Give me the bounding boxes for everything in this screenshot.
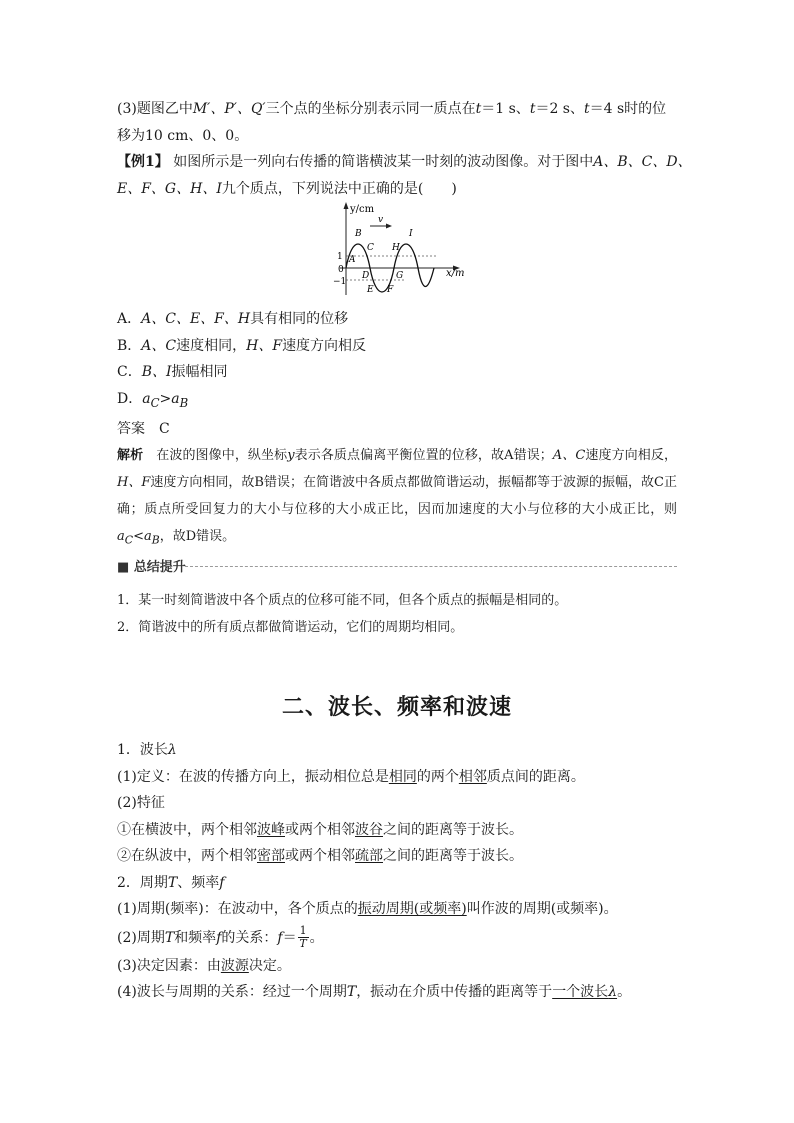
points-label: H、F <box>117 475 151 491</box>
option-c[interactable] <box>117 359 677 386</box>
example-line2 <box>117 176 677 203</box>
var-a: a <box>171 390 180 407</box>
relation-line <box>117 923 717 953</box>
var-t: t <box>584 101 590 117</box>
y-axis-label: y/cm <box>350 204 375 215</box>
points-label: A、C、E、F、H <box>141 311 251 327</box>
text: 之间的距离等于波长。 <box>383 821 523 838</box>
point-b: B <box>355 229 362 239</box>
option-a[interactable] <box>117 306 677 333</box>
var-y: y <box>287 448 295 464</box>
feature-longitudinal <box>117 843 717 870</box>
key-term: 波源 <box>220 957 249 974</box>
text: (3)决定因素：由 <box>117 957 221 974</box>
text: 、频率 <box>177 874 220 891</box>
text: 振幅相同 <box>171 364 228 380</box>
key-term: 相邻 <box>458 768 487 785</box>
summary-item: 1．某一时刻简谐波中各个质点的位移可能不同，但各个质点的振幅是相同的。 <box>117 593 568 608</box>
wavelength-heading <box>117 737 717 764</box>
text: 或两个相邻 <box>285 821 355 838</box>
option-letter: B． <box>117 337 142 354</box>
key-term: 振动周期(或频率) <box>357 901 467 917</box>
text: 和频率 <box>174 929 217 946</box>
text: 在波的图像中，纵坐标 <box>156 448 288 464</box>
text: 速度相同， <box>176 337 247 354</box>
subscript: B <box>179 395 189 410</box>
operator: < <box>133 529 144 545</box>
feature-transverse <box>117 817 717 844</box>
option-d[interactable] <box>117 386 677 416</box>
key-term <box>552 984 617 1000</box>
text: 速度方向相反， <box>585 448 677 464</box>
text: 速度方向相同，故B错误；在简谐波中各质点都做简谐运动，振幅都等于波源的振幅，故C正确；质点所受回复力的大小与位移的大小成正比，因而加速度的大小与位移的大小成正比，则 <box>117 475 677 518</box>
summary-title: ■ 总结提升 <box>117 560 186 575</box>
text: 。 <box>309 929 324 946</box>
text: 叫作波的周期(或频率)。 <box>466 901 618 917</box>
text: 三个点的坐标分别表示同一质点在 <box>265 101 476 117</box>
points-label: A、B、C、D、 <box>593 154 692 170</box>
operator: ＝ <box>282 929 297 946</box>
subscript: C <box>150 395 160 410</box>
point-h: H <box>392 243 400 253</box>
subscript: B <box>151 533 160 547</box>
wavelength-period-line <box>117 979 717 1006</box>
text: 如图所示是一列向右传播的简谐横波某一时刻的波动图像。对于图中 <box>173 154 594 170</box>
var-t: T <box>167 874 178 891</box>
text: 或两个相邻 <box>285 848 355 864</box>
example-line1 <box>117 149 692 176</box>
var-a: a <box>142 390 151 407</box>
points-label: H、F <box>246 337 283 354</box>
analysis-paragraph <box>117 442 677 554</box>
tick-minus-one: −1 <box>333 277 347 287</box>
points-label: A、C <box>552 448 586 464</box>
text: 一个波长 <box>552 984 609 1000</box>
summary-item: 2．简谐波中的所有质点都做简谐运动，它们的周期均相同。 <box>117 619 464 635</box>
point-f: F <box>387 285 394 295</box>
key-term: 波峰 <box>257 821 285 838</box>
analysis-label: 解析 <box>117 448 144 464</box>
point-a: A <box>349 255 356 265</box>
points-label: E、F、G、H、I <box>117 180 222 197</box>
text: 表示各质点偏离平衡位置的位移，故A错误； <box>294 448 553 464</box>
option-b[interactable] <box>117 333 677 360</box>
tick-zero: 0 <box>338 265 344 275</box>
var-t: T <box>346 984 357 1000</box>
part1-line2: 移为10 cm、0、0。 <box>117 127 249 144</box>
operator: > <box>159 390 172 407</box>
var-a: a <box>143 529 152 545</box>
options-and-analysis <box>117 306 677 554</box>
text: ＝1 s、 <box>481 101 530 117</box>
text: 具有相同的位移 <box>250 311 349 327</box>
definition-line <box>117 764 717 791</box>
key-term: 密部 <box>257 848 285 864</box>
text: 2．周期 <box>117 874 168 891</box>
text: ，故D错误。 <box>159 529 236 545</box>
subscript: C <box>124 533 134 547</box>
y-axis-arrow <box>344 202 349 209</box>
option-letter: C． <box>117 364 142 380</box>
text: (1)周期(频率)：在波动中，各个质点的 <box>117 901 358 917</box>
summary-divider <box>185 566 677 567</box>
text: (3)题图乙中 <box>117 101 193 117</box>
feature-heading: (2)特征 <box>117 795 165 811</box>
points-label: B、I <box>141 364 172 380</box>
velocity-arrowhead <box>386 224 392 229</box>
key-term: 相同 <box>388 768 417 785</box>
text: ②在纵波中，两个相邻 <box>117 848 257 864</box>
point-g: G <box>396 271 404 281</box>
upper-text <box>117 96 692 202</box>
point-i: I <box>409 229 413 239</box>
var-t: t <box>529 101 536 117</box>
text: 之间的距离等于波长。 <box>383 848 523 864</box>
answer-label: 答案 <box>117 420 145 437</box>
text: ＝4 s时的位 <box>589 101 667 117</box>
period-heading <box>117 870 717 897</box>
answer-value: C <box>159 420 170 437</box>
text: 决定。 <box>248 957 291 974</box>
point-d: D <box>362 271 370 281</box>
text: 九个质点，下列说法中正确的是( ) <box>221 180 457 197</box>
lambda-symbol: λ <box>167 742 177 758</box>
var-a: a <box>117 529 125 545</box>
text: 速度方向相反 <box>282 337 367 354</box>
text: 1．波长 <box>117 742 168 758</box>
key-term: 波谷 <box>355 821 383 838</box>
determinant-line <box>117 953 717 980</box>
tick-plus-one: 1 <box>337 252 343 262</box>
fraction-one-over-t <box>298 925 309 950</box>
summary-header <box>117 556 677 578</box>
wave-figure <box>326 200 476 300</box>
points-label: A、C <box>141 337 177 354</box>
text: 。 <box>617 984 632 1000</box>
var-t: t <box>475 101 482 117</box>
numerator: 1 <box>299 924 307 937</box>
text: 的关系： <box>221 929 278 946</box>
var-t: T <box>164 929 175 946</box>
text: ①在横波中，两个相邻 <box>117 821 257 838</box>
x-axis-label: x/m <box>446 268 465 279</box>
summary-list <box>117 588 677 641</box>
section-body <box>117 737 717 1006</box>
option-letter: A． <box>117 311 142 327</box>
var-f: f <box>277 929 283 946</box>
answer-line <box>117 416 677 443</box>
example-tag: 【例1】 <box>117 154 169 170</box>
section-title: 二、波长、频率和波速 <box>281 694 512 720</box>
text: ，振动在介质中传播的距离等于 <box>356 984 553 1000</box>
text: (1)定义：在波的传播方向上，振动相位总是 <box>117 768 389 785</box>
text: 质点间的距离。 <box>486 768 585 785</box>
point-e: E <box>367 285 374 295</box>
text: 的两个 <box>416 768 459 785</box>
key-term: 疏部 <box>355 848 383 864</box>
point-c: C <box>367 243 374 253</box>
var-f: f <box>219 874 225 891</box>
velocity-label: v <box>378 215 384 225</box>
text: (2)周期 <box>117 929 165 946</box>
part1-line1 <box>117 96 677 123</box>
points-label: M′、P′、Q′ <box>192 101 266 117</box>
denominator: T <box>299 937 307 950</box>
lambda-symbol: λ <box>608 984 618 1000</box>
text: (4)波长与周期的关系：经过一个周期 <box>117 984 347 1000</box>
option-letter: D． <box>117 390 143 407</box>
text: ＝2 s、 <box>535 101 584 117</box>
period-definition <box>117 896 717 923</box>
var-f: f <box>216 929 222 946</box>
